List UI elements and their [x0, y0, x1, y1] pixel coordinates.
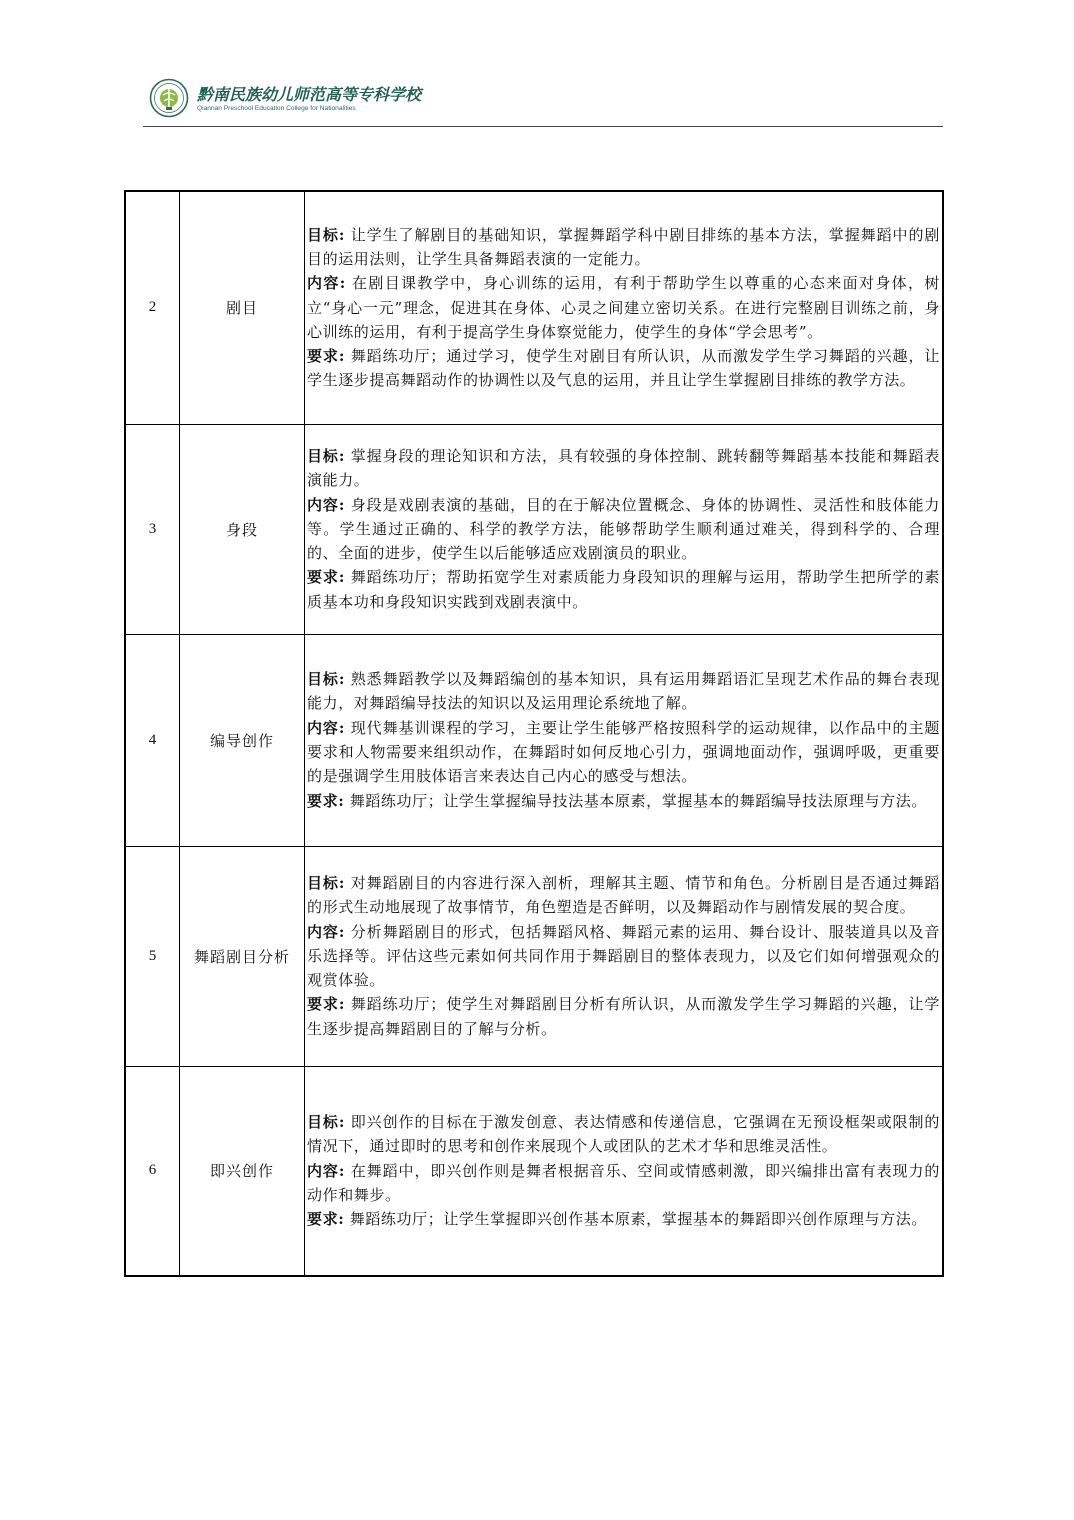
- goal-text: 让学生了解剧目的基础知识，掌握舞蹈学科中剧目排练的基本方法，掌握舞蹈中的剧目的运用法则，让学生具备舞蹈表演的一定能力。: [307, 225, 940, 268]
- requirement-label: 要求:: [307, 791, 345, 810]
- content-label: 内容:: [307, 922, 346, 941]
- goal-text: 熟悉舞蹈教学以及舞蹈编创的基本知识，具有运用舞蹈语汇呈现艺术作品的舞台表现能力，对舞蹈编导技法的知识以及运用理论系统地了解。: [307, 670, 940, 713]
- requirement-label: 要求:: [307, 1210, 345, 1229]
- goal-label: 目标:: [307, 1113, 346, 1131]
- content-paragraph: [307, 716, 940, 789]
- page-header: [143, 72, 943, 127]
- course-description: [305, 1066, 944, 1276]
- goal-paragraph: [307, 667, 940, 716]
- requirement-label: 要求:: [307, 568, 346, 587]
- requirement-paragraph: [307, 344, 940, 393]
- content-label: 内容:: [307, 274, 346, 293]
- requirement-text: 舞蹈练功厅；让学生掌握即兴创作基本原素，掌握基本的舞蹈即兴创作原理与方法。: [349, 1210, 927, 1229]
- requirement-text: 舞蹈练功厅；使学生对舞蹈剧目分析有所认识，从而激发学生学习舞蹈的兴趣，让学生逐步提高舞蹈剧目的了解与分析。: [307, 995, 940, 1038]
- goal-text: 对舞蹈剧目的内容进行深入剖析，理解其主题、情节和角色。分析剧目是否通过舞蹈的形式生动地展现了故事情节，角色塑造是否鲜明，以及舞蹈动作与剧情发展的契合度。: [307, 873, 940, 917]
- school-name-en: Qiannan Preschool Education College for Nationalities: [197, 105, 356, 112]
- content-text: 身段是戏剧表演的基础，目的在于解决位置概念、身体的协调性、灵活性和肢体能力等。学生通过正确的、科学的教学方法，能够帮助学生顺利通过难关，得到科学的、合理的、全面的进步，使学生以后能够适应戏剧演员的职业。: [307, 495, 940, 563]
- school-emblem-icon: [149, 78, 189, 118]
- content-label: 内容:: [307, 718, 346, 737]
- content-text: 分析舞蹈剧目的形式，包括舞蹈风格、舞蹈元素的运用、舞台设计、服装道具以及音乐选择等。评估这些元素如何共同作用于舞蹈剧目的整体表现力，以及它们如何增强观众的观赏体验。: [307, 922, 940, 990]
- content-paragraph: [307, 493, 940, 566]
- course-name: 即兴创作: [180, 1066, 305, 1276]
- school-name-cn: 黔南民族幼儿师范高等专科学校: [197, 85, 422, 104]
- course-name: 剧目: [180, 191, 305, 424]
- table-row: [125, 846, 943, 1066]
- row-number: 3: [125, 424, 180, 634]
- course-table: [124, 190, 944, 1277]
- content-paragraph: [307, 1159, 940, 1208]
- content-text: 在剧目课教学中，身心训练的运用，有利于帮助学生以尊重的心态来面对身体，树立“身心一元”理念，促进其在身体、心灵之间建立密切关系。在进行完整剧目训练之前，身心训练的运用，有利于提高学生身体察觉能力，使学生的身体“学会思考”。: [307, 274, 940, 341]
- row-number: 6: [125, 1066, 180, 1276]
- goal-paragraph: [307, 223, 940, 272]
- requirement-paragraph: [307, 1207, 940, 1231]
- row-number: 2: [125, 191, 180, 424]
- row-number: 5: [125, 846, 180, 1066]
- content-text: 现代舞基训课程的学习，主要让学生能够严格按照科学的运动规律，以作品中的主题要求和人物需要来组织动作，在舞蹈时如何反地心引力，强调地面动作，强调呼吸，更重要的是强调学生用肢体语言来表达自己内心的感受与想法。: [307, 718, 940, 786]
- goal-paragraph: [307, 444, 940, 493]
- requirement-text: 舞蹈练功厅；让学生掌握编导技法基本原素，掌握基本的舞蹈编导技法原理与方法。: [349, 791, 927, 810]
- table-row: [125, 1066, 943, 1276]
- content-label: 内容:: [307, 495, 346, 514]
- goal-paragraph: [307, 871, 940, 920]
- table-row: [125, 191, 943, 424]
- course-description: [305, 191, 944, 424]
- goal-label: 目标:: [307, 446, 346, 465]
- content-text: 在舞蹈中，即兴创作则是舞者根据音乐、空间或情感刺激，即兴编排出富有表现力的动作和舞步。: [307, 1161, 940, 1204]
- table-row: [125, 634, 943, 846]
- row-number: 4: [125, 634, 180, 846]
- requirement-paragraph: [307, 789, 940, 813]
- course-description: [305, 424, 944, 634]
- goal-text: 掌握身段的理论知识和方法，具有较强的身体控制、跳转翻等舞蹈基本技能和舞蹈表演能力。: [307, 446, 940, 490]
- course-description: [305, 634, 944, 846]
- goal-label: 目标:: [307, 873, 346, 892]
- requirement-text: 舞蹈练功厅；通过学习，使学生对剧目有所认识，从而激发学生学习舞蹈的兴趣，让学生逐步提高舞蹈动作的协调性以及气息的运用，并且让学生掌握剧目排练的教学方法。: [307, 347, 940, 390]
- goal-text: 即兴创作的目标在于激发创意、表达情感和传递信息，它强调在无预设框架或限制的情况下，通过即时的思考和创作来展现个人或团队的艺术才华和思维灵活性。: [307, 1113, 940, 1156]
- requirement-paragraph: [307, 565, 940, 614]
- course-description: [305, 846, 944, 1066]
- course-name: 编导创作: [180, 634, 305, 846]
- content-paragraph: [307, 920, 940, 993]
- requirement-paragraph: [307, 992, 940, 1041]
- table-row: [125, 424, 943, 634]
- course-name: 舞蹈剧目分析: [180, 846, 305, 1066]
- course-name: 身段: [180, 424, 305, 634]
- content-paragraph: [307, 271, 940, 344]
- content-label: 内容:: [307, 1161, 346, 1180]
- requirement-label: 要求:: [307, 995, 346, 1014]
- requirement-label: 要求:: [307, 347, 346, 366]
- goal-label: 目标:: [307, 670, 346, 689]
- goal-paragraph: [307, 1110, 940, 1159]
- requirement-text: 舞蹈练功厅；帮助拓宽学生对素质能力身段知识的理解与运用，帮助学生把所学的素质基本功和身段知识实践到戏剧表演中。: [307, 568, 940, 611]
- goal-label: 目标:: [307, 225, 346, 244]
